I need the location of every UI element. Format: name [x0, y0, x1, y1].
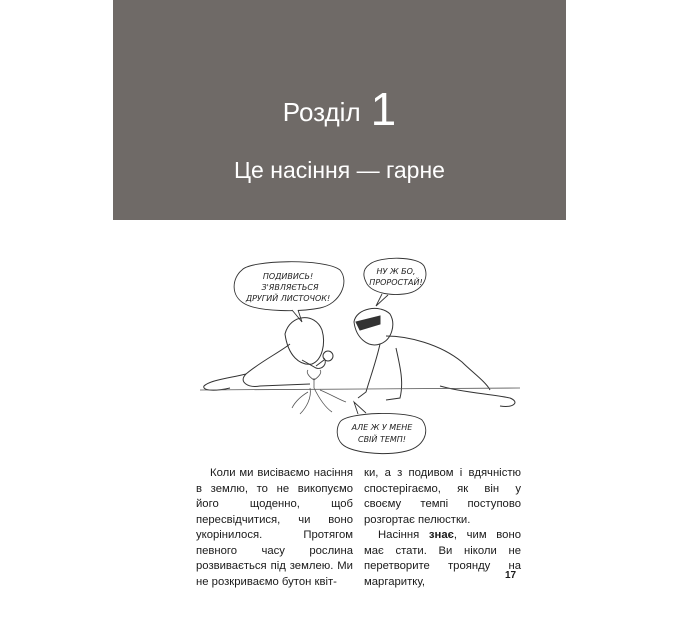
- bubble-bottom-line1: АЛЕ Ж У МЕНЕ: [351, 423, 413, 432]
- speech-bubble-right: [364, 258, 426, 306]
- illustration: [190, 252, 535, 464]
- bubble-bottom-line2: СВІЙ ТЕМП!: [357, 435, 407, 444]
- paragraph-end: , чим воно має стати. Ви ніколи не перетворите троянду на маргаритку,: [364, 529, 521, 588]
- text-column-right: [364, 466, 521, 590]
- speech-bubble-left: [234, 262, 344, 322]
- paragraph: Коли ми висіваємо насіння в землю, то не викопуємо його щоденно, щоб пересвідчитися, чи воно укорінилося. Протягом певного часу рослина розвивається під землею. Ми не розкриваємо бутон квіт-: [196, 467, 353, 588]
- boy-figure: [354, 308, 515, 406]
- emphasis-word: знає: [428, 529, 454, 541]
- chapter-number: 1: [370, 83, 397, 135]
- text-column-left: [196, 466, 353, 590]
- speech-bubble-bottom: [337, 402, 426, 454]
- bubble-left-line3: ДРУГИЙ ЛИСТОЧОК!: [245, 294, 331, 303]
- paragraph: [364, 528, 521, 590]
- paragraph-continued: ки, а з подивом і вдячністю спостерігаємо, як він у своєму темпі поступово розгортає пелюстки.: [364, 467, 521, 526]
- bubble-left-line1: ПОДИВИСЬ!: [262, 272, 314, 281]
- paragraph-start: Насіння: [378, 529, 429, 541]
- chapter-banner: [113, 0, 566, 220]
- chapter-word: Розділ: [282, 97, 361, 127]
- bubble-right-line2: ПРОРОСТАЙ!: [369, 278, 423, 287]
- bubble-right-line1: НУ Ж БО,: [376, 267, 416, 276]
- chapter-heading: [113, 82, 566, 136]
- page-number: 17: [505, 570, 517, 581]
- bubble-left-line2: З'ЯВЛЯЄТЬСЯ: [261, 283, 319, 292]
- chapter-title: Це насіння — гарне: [234, 157, 445, 183]
